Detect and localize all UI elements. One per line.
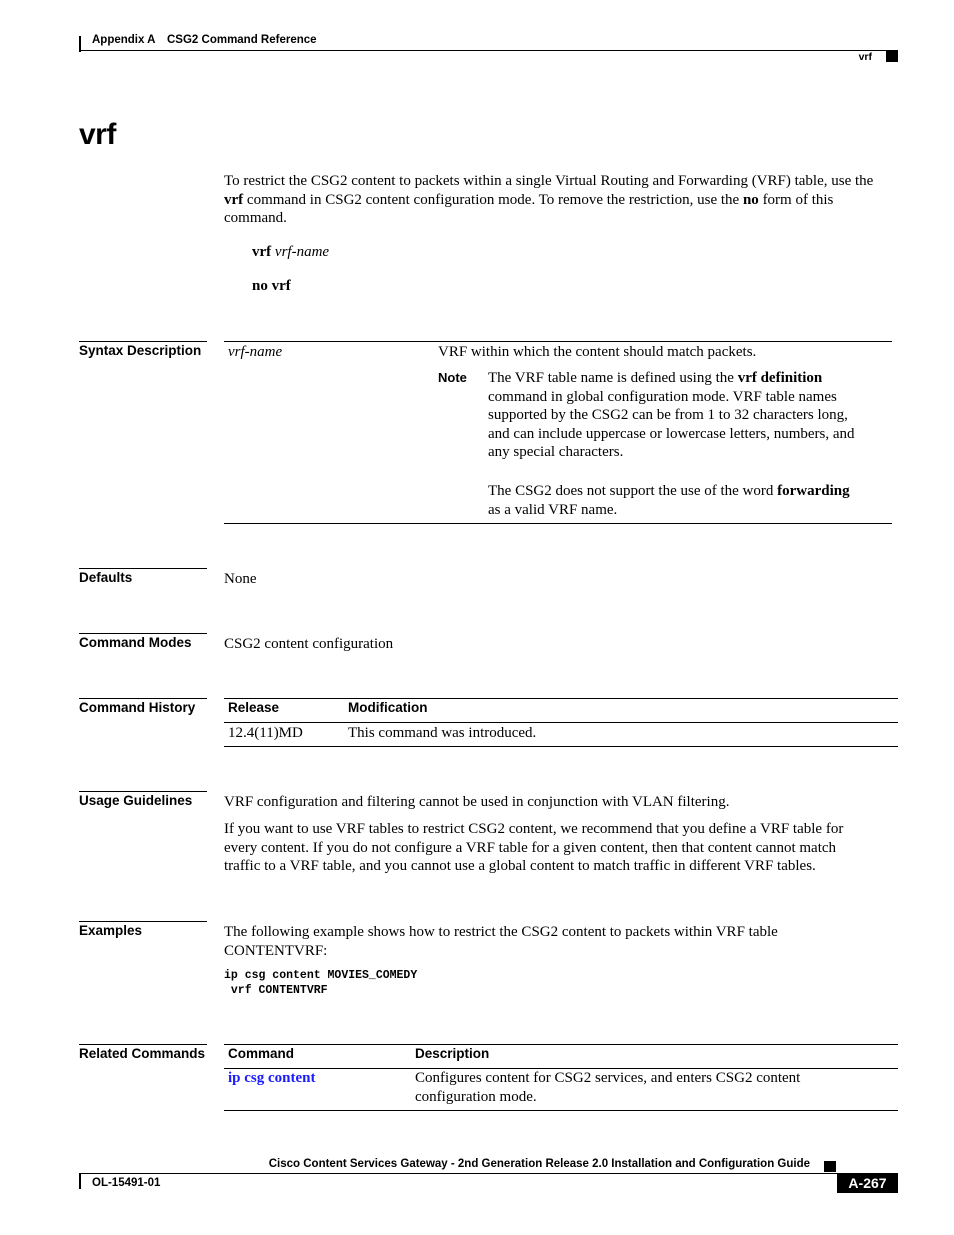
syntax-arg-description: VRF within which the content should match packets.	[438, 344, 757, 360]
related-col-description: Description	[415, 1046, 490, 1061]
history-header-rule	[224, 722, 898, 723]
history-modification: This command was introduced.	[348, 725, 537, 741]
defaults-text: None	[224, 571, 257, 587]
intro-line-1: To restrict the CSG2 content to packets within a single Virtual Routing and Forwarding (VRF) table, use the	[224, 173, 874, 189]
header-running-title: vrf	[858, 51, 872, 63]
header-rule	[79, 50, 898, 51]
defaults-heading: Defaults	[79, 568, 207, 585]
note-label: Note	[438, 370, 467, 385]
footer-bar	[79, 1173, 81, 1189]
footer-page-number: A-267	[837, 1174, 898, 1193]
footer-marker	[824, 1161, 836, 1172]
page-title: vrf	[79, 118, 116, 151]
intro-paragraph	[224, 172, 904, 228]
examples-heading: Examples	[79, 921, 207, 938]
footer-rule	[79, 1173, 898, 1174]
footer-guide-title: Cisco Content Services Gateway - 2nd Generation Release 2.0 Installation and Configuration Guide	[268, 1158, 810, 1170]
usage-guidelines-heading: Usage Guidelines	[79, 791, 207, 808]
intro-line-2: vrf command in CSG2 content configuration mode. To remove the restriction, use the no form of this	[224, 191, 834, 208]
note-text-2: The CSG2 does not support the use of the word forwarding as a valid VRF name.	[488, 483, 850, 518]
history-release: 12.4(11)MD	[228, 725, 303, 741]
syntax-line-1: vrf vrf-name	[252, 244, 330, 260]
history-col-modification: Modification	[348, 700, 428, 715]
related-table-bottom-rule	[224, 1110, 898, 1111]
related-command-description: Configures content for CSG2 services, and enters CSG2 content configuration mode.	[415, 1070, 801, 1105]
related-command-link[interactable]: ip csg content	[228, 1070, 316, 1086]
syntax-arg: vrf-name	[228, 344, 283, 360]
header-appendix: Appendix A	[92, 34, 156, 46]
footer-doc-id: OL-15491-01	[92, 1177, 161, 1189]
header-marker	[886, 51, 898, 62]
syntax-description-heading: Syntax Description	[79, 341, 207, 358]
syntax-table-bottom-rule	[224, 523, 892, 524]
history-table-top-rule	[224, 698, 898, 699]
syntax-line-2: no vrf	[252, 278, 291, 294]
history-table-bottom-rule	[224, 746, 898, 747]
usage-paragraph-2: If you want to use VRF tables to restrict CSG2 content, we recommend that you define a VRF table for every content. If you do not configure a VRF table for a given content, then that content cannot match traffic to a VRF table, and you cannot use a global content to match traffic in different VRF tables.	[224, 821, 844, 874]
note-text: The VRF table name is defined using the vrf definition command in global configuration mode. VRF table names supported by the CSG2 can be from 1 to 32 characters long, and can include uppercase or lowercase letters, numbers, and any special characters.	[488, 370, 855, 460]
command-modes-text: CSG2 content configuration	[224, 636, 394, 652]
related-table-top-rule	[224, 1044, 898, 1045]
example-code: ip csg content MOVIES_COMEDY vrf CONTENTVRF	[224, 969, 418, 997]
usage-paragraph-1: VRF configuration and filtering cannot be used in conjunction with VLAN filtering.	[224, 794, 730, 810]
command-modes-heading: Command Modes	[79, 633, 207, 650]
syntax-table-top-rule	[224, 341, 892, 342]
examples-text: The following example shows how to restrict the CSG2 content to packets within VRF table CONTENTVRF:	[224, 924, 778, 959]
intro-line-3: command.	[224, 210, 287, 226]
header-chapter: CSG2 Command Reference	[167, 34, 317, 46]
command-history-heading: Command History	[79, 698, 207, 715]
related-col-command: Command	[228, 1046, 295, 1061]
history-col-release: Release	[228, 700, 280, 715]
related-commands-heading: Related Commands	[79, 1046, 206, 1061]
